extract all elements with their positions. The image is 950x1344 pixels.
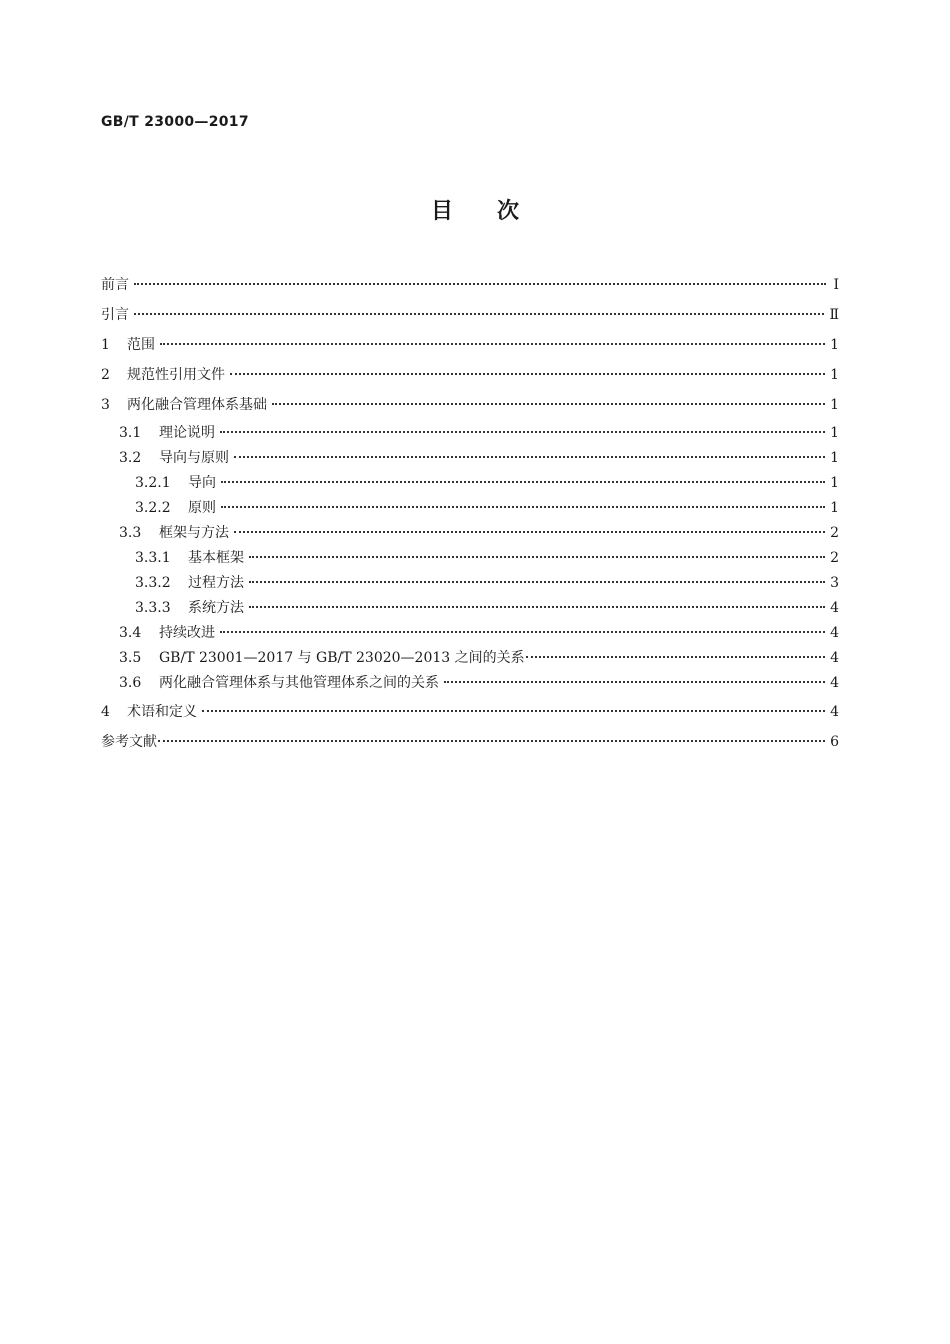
toc-entry-4[interactable] (101, 701, 839, 723)
toc-label: 两化融合管理体系基础 (127, 397, 267, 413)
toc-number: 3.4 (119, 625, 142, 641)
toc-number: 3.2.2 (135, 500, 171, 516)
toc-number: 3.3.2 (135, 575, 171, 591)
toc-label: 理论说明 (159, 425, 215, 441)
toc-entry-3-3-3[interactable] (135, 597, 839, 619)
toc-number: 3.3 (119, 525, 142, 541)
toc-label: 规范性引用文件 (127, 367, 225, 383)
toc-entry-3-2-1[interactable] (135, 472, 839, 494)
toc-label: 导向 (188, 475, 216, 491)
toc-leader (134, 313, 824, 315)
toc-number: 3.5 (119, 650, 142, 666)
toc-leader (220, 631, 825, 633)
toc-page: 1 (830, 425, 839, 441)
toc-entry-3-5[interactable] (119, 647, 839, 669)
toc-page: 3 (830, 575, 839, 591)
toc-leader (160, 343, 825, 345)
toc-label: 持续改进 (159, 625, 215, 641)
toc-leader (202, 710, 825, 712)
toc-leader (221, 506, 825, 508)
toc-leader (249, 556, 825, 558)
toc-entry-3-2[interactable] (119, 447, 839, 469)
toc-number: 3.6 (119, 675, 142, 691)
toc-entry-3-3[interactable] (119, 522, 839, 544)
toc-entry-bibliography[interactable] (101, 731, 839, 753)
toc-entry-3[interactable] (101, 394, 839, 416)
toc-label: 基本框架 (188, 550, 244, 566)
toc-label: 引言 (101, 307, 129, 323)
toc-entry-3-2-2[interactable] (135, 497, 839, 519)
toc-label: 术语和定义 (127, 704, 197, 720)
toc-page: 1 (830, 397, 839, 413)
toc-number: 1 (101, 337, 110, 353)
toc-number: 3.1 (119, 425, 142, 441)
toc-page: 4 (830, 675, 839, 691)
toc-leader (249, 581, 825, 583)
toc-entry-1[interactable] (101, 334, 839, 356)
standard-code: GB/T 23000—2017 (101, 114, 249, 130)
toc-label: 两化融合管理体系与其他管理体系之间的关系 (159, 675, 439, 691)
toc-leader (158, 740, 825, 742)
toc-label: 原则 (188, 500, 216, 516)
table-of-contents (101, 0, 839, 1344)
toc-entry-3-1[interactable] (119, 422, 839, 444)
toc-label: 系统方法 (188, 600, 244, 616)
toc-number: 3.3.1 (135, 550, 171, 566)
toc-entry-3-3-1[interactable] (135, 547, 839, 569)
toc-page: Ⅰ (833, 277, 839, 293)
toc-page: 1 (830, 450, 839, 466)
toc-leader (234, 531, 825, 533)
toc-label: GB/T 23001—2017 与 GB/T 23020—2013 之间的关系 (159, 650, 525, 666)
toc-entry-3-3-2[interactable] (135, 572, 839, 594)
toc-number: 3 (101, 397, 110, 413)
toc-label: 范围 (127, 337, 155, 353)
page-title: 目次 (430, 199, 563, 224)
toc-label: 导向与原则 (159, 450, 229, 466)
toc-page: 1 (830, 475, 839, 491)
toc-page: Ⅱ (829, 307, 839, 323)
toc-number: 3.3.3 (135, 600, 171, 616)
toc-leader (234, 456, 825, 458)
toc-entry-2[interactable] (101, 364, 839, 386)
toc-number: 3.2 (119, 450, 142, 466)
toc-page: 2 (830, 550, 839, 566)
toc-leader (249, 606, 825, 608)
toc-page: 2 (830, 525, 839, 541)
toc-number: 4 (101, 704, 110, 720)
toc-page: 6 (830, 734, 839, 750)
toc-entry-3-6[interactable] (119, 672, 839, 694)
toc-label: 参考文献 (101, 734, 157, 750)
toc-leader (134, 283, 826, 285)
toc-label: 前言 (101, 277, 129, 293)
toc-entry-introduction[interactable] (101, 304, 839, 326)
toc-leader (526, 656, 825, 658)
toc-page: 1 (830, 500, 839, 516)
toc-label: 过程方法 (188, 575, 244, 591)
toc-page: 1 (830, 367, 839, 383)
toc-entry-foreword[interactable] (101, 274, 839, 296)
toc-leader (272, 403, 825, 405)
toc-page: 4 (830, 625, 839, 641)
toc-number: 2 (101, 367, 110, 383)
toc-leader (220, 431, 825, 433)
toc-entry-3-4[interactable] (119, 622, 839, 644)
toc-label: 框架与方法 (159, 525, 229, 541)
toc-leader (221, 481, 825, 483)
toc-number: 3.2.1 (135, 475, 171, 491)
toc-page: 4 (830, 650, 839, 666)
toc-leader (230, 373, 825, 375)
toc-page: 4 (830, 600, 839, 616)
toc-page: 1 (830, 337, 839, 353)
toc-page: 4 (830, 704, 839, 720)
toc-leader (444, 681, 825, 683)
